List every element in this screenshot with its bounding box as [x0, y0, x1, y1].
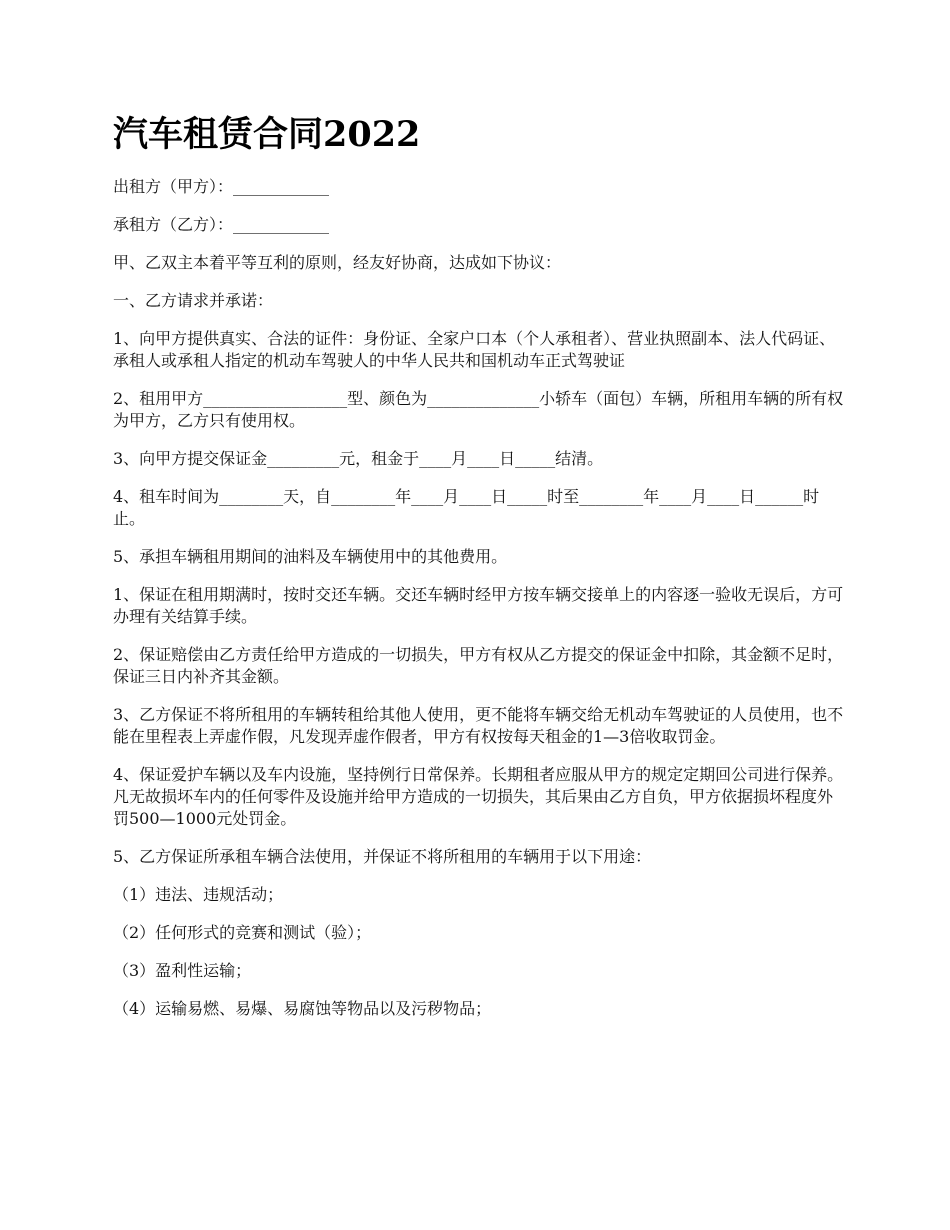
lessee-line: 承租方（乙方）：____________ [113, 215, 330, 234]
clause-paragraph: 2、保证赔偿由乙方责任给甲方造成的一切损失，甲方有权从乙方提交的保证金中扣除，其金额不足时，保证三日内补齐其金额。 [113, 645, 844, 686]
clause-paragraph: 3、乙方保证不将所租用的车辆转租给其他人使用，更不能将车辆交给无机动车驾驶证的人员使用，也不能在里程表上弄虚作假，凡发现弄虚作假者，甲方有权按每天租金的1—3倍收取罚金。 [113, 705, 844, 746]
lessor-line: 出租方（甲方）：____________ [113, 177, 330, 196]
list-item: （2）任何形式的竞赛和测试（验）； [113, 923, 372, 942]
intro-paragraph: 甲、乙双主本着平等互利的原则，经友好协商，达成如下协议： [113, 253, 562, 272]
list-item: （4）运输易燃、易爆、易腐蚀等物品以及污秽物品； [113, 999, 492, 1018]
clause-paragraph: 1、向甲方提供真实、合法的证件：身份证、全家户口本（个人承租者）、营业执照副本、法人代码证、承租人或承租人指定的机动车驾驶人的中华人民共和国机动车正式驾驶证 [113, 329, 836, 370]
document-title: 汽车租赁合同2022 [113, 114, 421, 155]
clause-paragraph: 3、向甲方提交保证金_________元，租金于____月____日_____结清。 [113, 449, 604, 468]
clause-paragraph: 4、租车时间为________天，自________年____月____日_____时至________年____月____日______时止。 [113, 487, 820, 528]
clause-paragraph: 1、保证在租用期满时，按时交还车辆。交还车辆时经甲方按车辆交接单上的内容逐一验收无误后，方可办理有关结算手续。 [113, 585, 844, 626]
document-body [113, 112, 848, 1036]
clause-paragraph: 5、承担车辆租用期间的油料及车辆使用中的其他费用。 [113, 547, 508, 566]
clause-paragraph: 2、租用甲方__________________型、颜色为______________小轿车（面包）车辆，所租用车辆的所有权为甲方，乙方只有使用权。 [113, 389, 844, 430]
list-item: （3）盈利性运输； [113, 961, 252, 980]
clause-paragraph: 5、乙方保证所承租车辆合法使用，并保证不将所租用的车辆用于以下用途： [113, 847, 652, 866]
clause-paragraph: 4、保证爱护车辆以及车内设施，坚持例行日常保养。长期租者应服从甲方的规定定期回公司进行保养。凡无故损坏车内的任何零件及设施并给甲方造成的一切损失，其后果由乙方自负，甲方依据损坏程度外罚500—1000元处罚金。 [113, 765, 844, 828]
section-heading: 一、乙方请求并承诺： [113, 291, 274, 310]
list-item: （1）违法、违规活动； [113, 885, 284, 904]
